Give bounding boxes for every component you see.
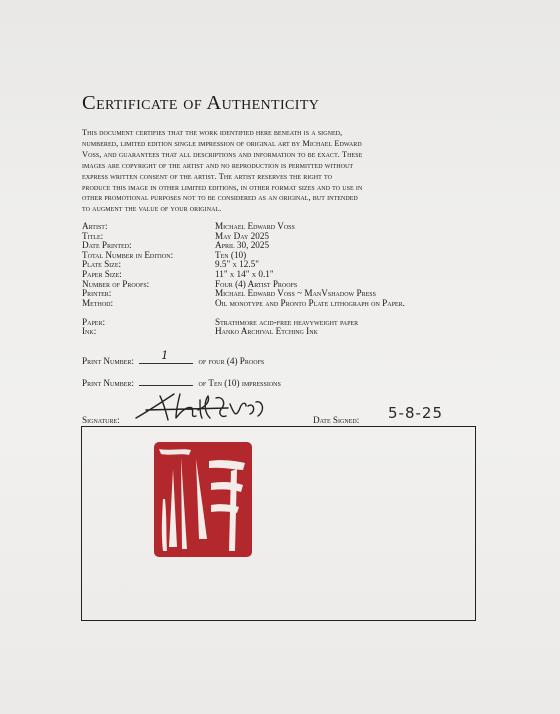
- detail-value: Hanko Archival Etching Ink: [215, 326, 318, 337]
- print-number-field[interactable]: [139, 349, 193, 364]
- detail-label: Paper:: [82, 316, 105, 327]
- detail-value: May Day 2025: [215, 230, 270, 241]
- detail-label: Printer:: [82, 288, 112, 299]
- print-number-impressions: [82, 376, 281, 388]
- statement-line: produce this image in other limited editions, in other format sizes and to use in: [82, 182, 363, 192]
- detail-label: Paper Size:: [82, 268, 122, 279]
- print-number-proofs: [82, 349, 265, 366]
- detail-label: Artist:: [82, 221, 108, 231]
- print-number-label: Print Number:: [82, 356, 134, 366]
- page-title: Certificate of Authenticity: [82, 92, 320, 114]
- detail-label: Total Number in Edition:: [82, 249, 174, 260]
- statement-line: Voss, and guarantees that all descriptions and information to be exact. These: [82, 149, 363, 159]
- print-number-field[interactable]: [139, 376, 193, 386]
- statement-line: express written consent of the artist. The artist reserves the right to: [82, 171, 332, 181]
- signature-label: Signature:: [82, 415, 120, 425]
- detail-value: Michael Edward Voss: [215, 221, 295, 231]
- handwritten-signature: [130, 388, 275, 426]
- print-number-label: Print Number:: [82, 378, 134, 388]
- artist-seal-chop: [151, 439, 255, 560]
- detail-value: 11" x 14" x 0.1": [215, 268, 274, 279]
- detail-value: Four (4) Artist Proofs: [215, 278, 298, 289]
- detail-label: Plate Size:: [82, 259, 122, 270]
- statement-line: This document certifies that the work identified here beneath is a signed,: [82, 128, 343, 137]
- print-number-suffix: of Ten (10) impressions: [198, 378, 281, 388]
- artwork-seal-box: [81, 426, 476, 621]
- certification-statement: [82, 128, 482, 215]
- detail-label: Number of Proofs:: [82, 278, 150, 289]
- detail-value: Strathmore acid-free heavyweight paper: [215, 316, 359, 327]
- statement-line: images are copyright of the artist and no reproduction is permitted without: [82, 160, 354, 170]
- detail-value: Oil monotype and Pronto Plate lithograph on Paper.: [215, 297, 405, 308]
- date-signed-value: 5-8-25: [388, 404, 443, 422]
- detail-value: April 30, 2025: [215, 240, 270, 251]
- detail-value: 9.5" x 12.5": [215, 259, 259, 270]
- detail-value: Ten (10): [215, 249, 247, 260]
- statement-line: to augment the value of your original.: [82, 204, 222, 214]
- date-signed-label: Date Signed:: [313, 415, 360, 425]
- statement-line: other promotional purposes not to be considered as an original, but intended: [82, 193, 358, 203]
- detail-value: Michael Edward Voss ~ ManVshadow Press: [215, 288, 376, 299]
- print-number-suffix: of four (4) Proofs: [198, 356, 265, 366]
- detail-label: Title:: [82, 230, 104, 241]
- detail-label: Method:: [82, 297, 114, 308]
- detail-label: Date Printed:: [82, 240, 132, 251]
- handwritten-number: 1: [161, 349, 169, 362]
- detail-label: Ink:: [82, 326, 97, 337]
- statement-line: numbered, limited edition single impression of original art by Michael Edward: [82, 138, 362, 148]
